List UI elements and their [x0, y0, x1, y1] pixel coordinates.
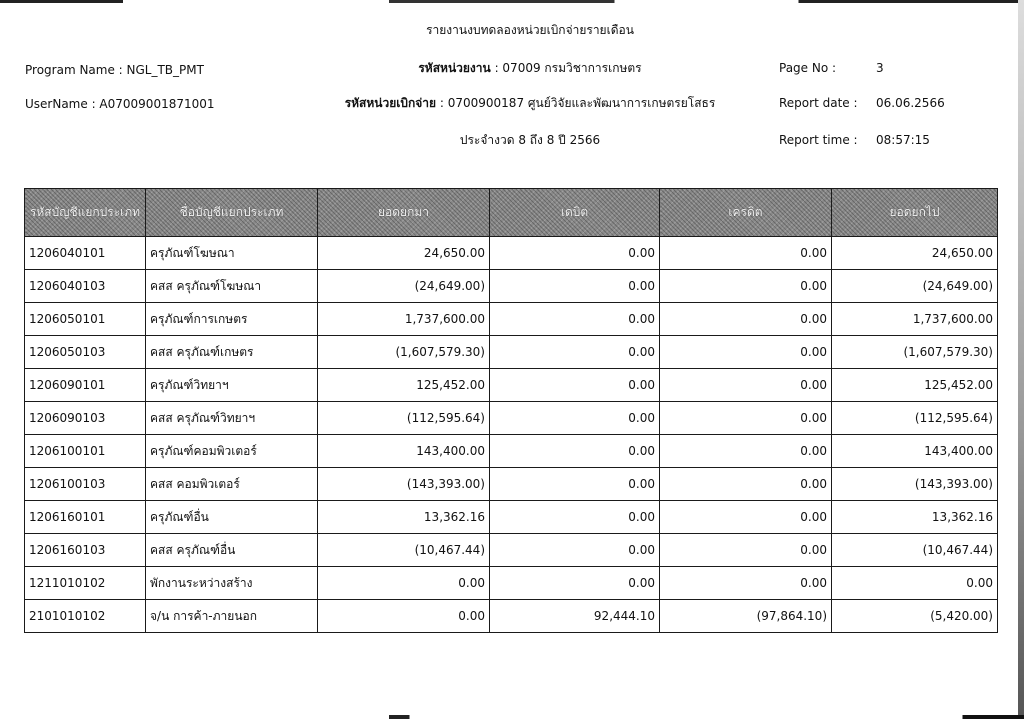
account-code-cell: 1206040101 — [25, 237, 146, 270]
account-name-cell: คสส ครุภัณฑ์อื่น — [146, 534, 318, 567]
debit-cell: 0.00 — [490, 336, 660, 369]
table-row — [25, 567, 998, 600]
scan-edge-bottom — [0, 715, 1024, 719]
report-title: รายงานงบทดลองหน่วยเบิกจ่ายรายเดือน — [426, 23, 634, 37]
account-code-cell: 1206160101 — [25, 501, 146, 534]
table-row — [25, 501, 998, 534]
account-code-cell: 1211010102 — [25, 567, 146, 600]
credit-cell: 0.00 — [660, 270, 832, 303]
opening-balance-cell: 143,400.00 — [318, 435, 490, 468]
opening-balance-cell: (10,467.44) — [318, 534, 490, 567]
trial-balance-table — [24, 188, 998, 633]
credit-cell: 0.00 — [660, 501, 832, 534]
debit-cell: 0.00 — [490, 567, 660, 600]
report-time-value: 08:57:15 — [876, 133, 930, 147]
credit-cell: 0.00 — [660, 303, 832, 336]
table-header-row — [25, 189, 998, 237]
credit-cell: 0.00 — [660, 369, 832, 402]
opening-balance-cell: (24,649.00) — [318, 270, 490, 303]
col-header-debit: เดบิต — [490, 189, 660, 237]
closing-balance-cell: (1,607,579.30) — [832, 336, 998, 369]
account-name-cell: ครุภัณฑ์คอมพิวเตอร์ — [146, 435, 318, 468]
credit-cell: 0.00 — [660, 435, 832, 468]
account-code-cell: 1206050101 — [25, 303, 146, 336]
account-code-cell: 1206090103 — [25, 402, 146, 435]
table-row — [25, 468, 998, 501]
account-name-cell: ครุภัณฑ์การเกษตร — [146, 303, 318, 336]
opening-balance-cell: 0.00 — [318, 600, 490, 633]
disbursement-value: : 0700900187 ศูนย์วิจัยและพัฒนาการเกษตรยโสธร — [439, 96, 716, 110]
table-row — [25, 270, 998, 303]
debit-cell: 0.00 — [490, 369, 660, 402]
account-name-cell: ครุภัณฑ์อื่น — [146, 501, 318, 534]
table-row — [25, 336, 998, 369]
closing-balance-cell: (143,393.00) — [832, 468, 998, 501]
account-name-cell: คสส ครุภัณฑ์วิทยาฯ — [146, 402, 318, 435]
credit-cell: 0.00 — [660, 336, 832, 369]
opening-balance-cell: (1,607,579.30) — [318, 336, 490, 369]
page-label: Page No : — [779, 61, 837, 75]
table-row — [25, 534, 998, 567]
account-name-cell: คสส คอมพิวเตอร์ — [146, 468, 318, 501]
col-header-closing-balance: ยอดยกไป — [832, 189, 998, 237]
credit-cell: 0.00 — [660, 567, 832, 600]
account-name-cell: คสส ครุภัณฑ์โฆษณา — [146, 270, 318, 303]
table-row — [25, 402, 998, 435]
unit-value: : 07009 กรมวิชาการเกษตร — [494, 61, 642, 75]
closing-balance-cell: (10,467.44) — [832, 534, 998, 567]
table-row — [25, 237, 998, 270]
credit-cell: 0.00 — [660, 402, 832, 435]
report-date-label: Report date : — [779, 96, 858, 110]
opening-balance-cell: 0.00 — [318, 567, 490, 600]
disbursement-line — [290, 96, 770, 110]
report-time-label: Report time : — [779, 133, 858, 147]
credit-cell: 0.00 — [660, 534, 832, 567]
opening-balance-cell: (112,595.64) — [318, 402, 490, 435]
opening-balance-cell: 125,452.00 — [318, 369, 490, 402]
closing-balance-cell: (5,420.00) — [832, 600, 998, 633]
report-date-value: 06.06.2566 — [876, 96, 945, 110]
debit-cell: 0.00 — [490, 468, 660, 501]
account-name-cell: จ/น การค้า-ภายนอก — [146, 600, 318, 633]
debit-cell: 92,444.10 — [490, 600, 660, 633]
period-line: ประจำงวด 8 ถึง 8 ปี 2566 — [459, 133, 601, 147]
account-name-cell: คสส ครุภัณฑ์เกษตร — [146, 336, 318, 369]
debit-cell: 0.00 — [490, 501, 660, 534]
closing-balance-cell: 1,737,600.00 — [832, 303, 998, 336]
credit-cell: 0.00 — [660, 237, 832, 270]
table-row — [25, 435, 998, 468]
opening-balance-cell: (143,393.00) — [318, 468, 490, 501]
credit-cell: 0.00 — [660, 468, 832, 501]
account-code-cell: 1206090101 — [25, 369, 146, 402]
account-code-cell: 1206160103 — [25, 534, 146, 567]
table-row — [25, 600, 998, 633]
scan-edge-right — [1018, 0, 1024, 719]
col-header-credit: เครดิต — [660, 189, 832, 237]
opening-balance-cell: 13,362.16 — [318, 501, 490, 534]
account-code-cell: 1206100103 — [25, 468, 146, 501]
debit-cell: 0.00 — [490, 435, 660, 468]
debit-cell: 0.00 — [490, 270, 660, 303]
user-name: UserName : A07009001871001 — [25, 97, 215, 111]
opening-balance-cell: 1,737,600.00 — [318, 303, 490, 336]
closing-balance-cell: 125,452.00 — [832, 369, 998, 402]
credit-cell: (97,864.10) — [660, 600, 832, 633]
page-value: 3 — [876, 61, 884, 75]
table-row — [25, 303, 998, 336]
account-code-cell: 1206040103 — [25, 270, 146, 303]
account-code-cell: 1206100101 — [25, 435, 146, 468]
debit-cell: 0.00 — [490, 402, 660, 435]
table-body — [25, 237, 998, 633]
table-row — [25, 369, 998, 402]
account-code-cell: 2101010102 — [25, 600, 146, 633]
account-name-cell: ครุภัณฑ์วิทยาฯ — [146, 369, 318, 402]
account-code-cell: 1206050103 — [25, 336, 146, 369]
scan-edge-top — [0, 0, 1024, 3]
debit-cell: 0.00 — [490, 237, 660, 270]
closing-balance-cell: (24,649.00) — [832, 270, 998, 303]
debit-cell: 0.00 — [490, 534, 660, 567]
account-name-cell: ครุภัณฑ์โฆษณา — [146, 237, 318, 270]
col-header-account-name: ชื่อบัญชีแยกประเภท — [146, 189, 318, 237]
program-name: Program Name : NGL_TB_PMT — [25, 63, 204, 77]
col-header-opening-balance: ยอดยกมา — [318, 189, 490, 237]
account-name-cell: พักงานระหว่างสร้าง — [146, 567, 318, 600]
unit-line — [330, 61, 730, 75]
debit-cell: 0.00 — [490, 303, 660, 336]
col-header-account-code: รหัสบัญชีแยกประเภท — [25, 189, 146, 237]
closing-balance-cell: 0.00 — [832, 567, 998, 600]
disbursement-label: รหัสหน่วยเบิกจ่าย — [344, 96, 437, 110]
opening-balance-cell: 24,650.00 — [318, 237, 490, 270]
closing-balance-cell: 143,400.00 — [832, 435, 998, 468]
unit-label: รหัสหน่วยงาน — [418, 61, 491, 75]
closing-balance-cell: (112,595.64) — [832, 402, 998, 435]
closing-balance-cell: 13,362.16 — [832, 501, 998, 534]
closing-balance-cell: 24,650.00 — [832, 237, 998, 270]
